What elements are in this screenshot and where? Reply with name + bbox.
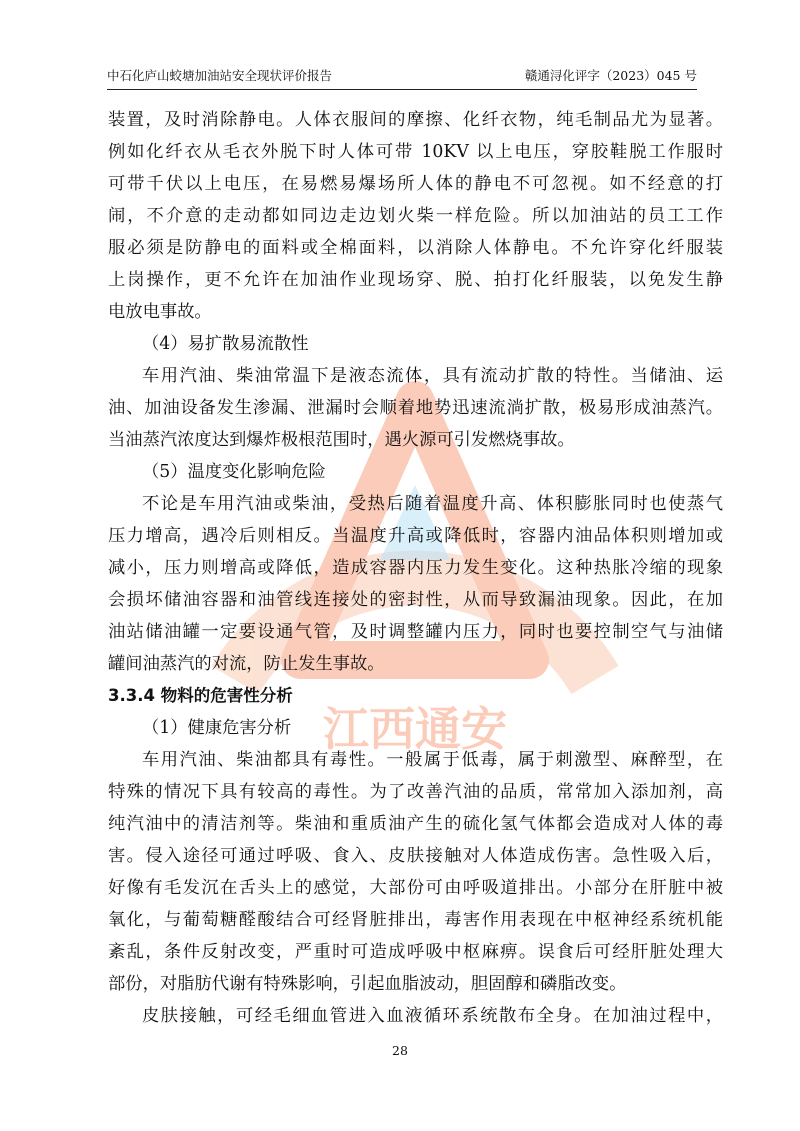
text-line: 部份，对脂肪代谢有特殊影响，引起血脂波动，胆固醇和磷脂改变。: [108, 974, 627, 994]
text-line: 紊乱，条件反射改变，严重时可造成呼吸中枢麻痹。误食后可经肝脏处理大: [108, 942, 723, 962]
header-report-number: 赣通浔化评字（2023）045 号: [524, 68, 697, 83]
subsection-title: （1）健康危害分析: [142, 718, 292, 738]
text-line: 压力增高，遇冷后则相反。当温度升高或降低时，容器内油品体积则增加或: [108, 526, 723, 546]
text-line: 不论是车用汽油或柴油，受热后随着温度升高、体积膨胀同时也使蒸气: [142, 494, 723, 514]
text-line: 服必须是防静电的面料或全棉面料，以消除人体静电。不允许穿化纤服装: [108, 238, 723, 258]
text-line: 油、加油设备发生渗漏、泄漏时会顺着地势迅速流淌扩散，极易形成油蒸汽。: [108, 398, 723, 418]
text-line: 减小，压力则增高或降低，造成容器内压力发生变化。这种热胀冷缩的现象: [108, 558, 723, 578]
text-line: 油站储油罐一定要设通气管，及时调整罐内压力，同时也要控制空气与油储: [108, 622, 723, 642]
text-line: 电放电事故。: [108, 302, 212, 322]
text-line: 害。侵入途径可通过呼吸、食入、皮肤接触对人体造成伤害。急性吸入后，: [108, 846, 723, 866]
text-line: 装置，及时消除静电。人体衣服间的摩擦、化纤衣物，纯毛制品尤为显著。: [108, 110, 723, 130]
section-heading: 3.3.4 物料的危害性分析: [108, 686, 293, 705]
text-line: 闹，不介意的走动都如同边走边划火柴一样危险。所以加油站的员工工作: [108, 206, 723, 226]
watermark-text: 江西通安: [323, 702, 507, 756]
header-rule: [107, 89, 697, 90]
subsection-title: （4）易扩散易流散性: [142, 334, 309, 354]
subsection-title: （5）温度变化影响危险: [142, 462, 326, 482]
text-line: 车用汽油、柴油都具有毒性。一般属于低毒，属于刺激型、麻醉型，在: [142, 750, 723, 770]
text-line: 车用汽油、柴油常温下是液态流体，具有流动扩散的特性。当储油、运: [142, 366, 723, 386]
text-line: 例如化纤衣从毛衣外脱下时人体可带 10KV 以上电压，穿胶鞋脱工作服时: [108, 142, 723, 162]
text-line: 罐间油蒸汽的对流，防止发生事故。: [108, 654, 385, 674]
text-line: 会损坏储油容器和油管线连接处的密封性，从而导致漏油现象。因此，在加: [108, 590, 723, 610]
header-report-title: 中石化庐山蛟塘加油站安全现状评价报告: [107, 68, 333, 83]
text-line: 当油蒸汽浓度达到爆炸极根范围时，遇火源可引发燃烧事故。: [108, 430, 575, 450]
text-line: 可带千伏以上电压，在易燃易爆场所人体的静电不可忽视。如不经意的打: [108, 174, 723, 194]
page-number: 28: [392, 1043, 408, 1058]
text-line: 好像有毛发沉在舌头上的感觉，大部份可由呼吸道排出。小部分在肝脏中被: [108, 878, 723, 898]
text-line: 纯汽油中的清洁剂等。柴油和重质油产生的硫化氢气体都会造成对人体的毒: [108, 814, 723, 834]
text-line: 上岗操作，更不允许在加油作业现场穿、脱、拍打化纤服装，以免发生静: [108, 270, 723, 290]
text-line: 皮肤接触，可经毛细血管进入血液循环系统散布全身。在加油过程中，: [142, 1006, 723, 1026]
text-line: 氧化，与葡萄糖醛酸结合可经肾脏排出，毒害作用表现在中枢神经系统机能: [108, 910, 723, 930]
body-text: [108, 104, 723, 1032]
page-header: [107, 66, 697, 88]
text-line: 特殊的情况下具有较高的毒性。为了改善汽油的品质，常常加入添加剂，高: [108, 782, 723, 802]
